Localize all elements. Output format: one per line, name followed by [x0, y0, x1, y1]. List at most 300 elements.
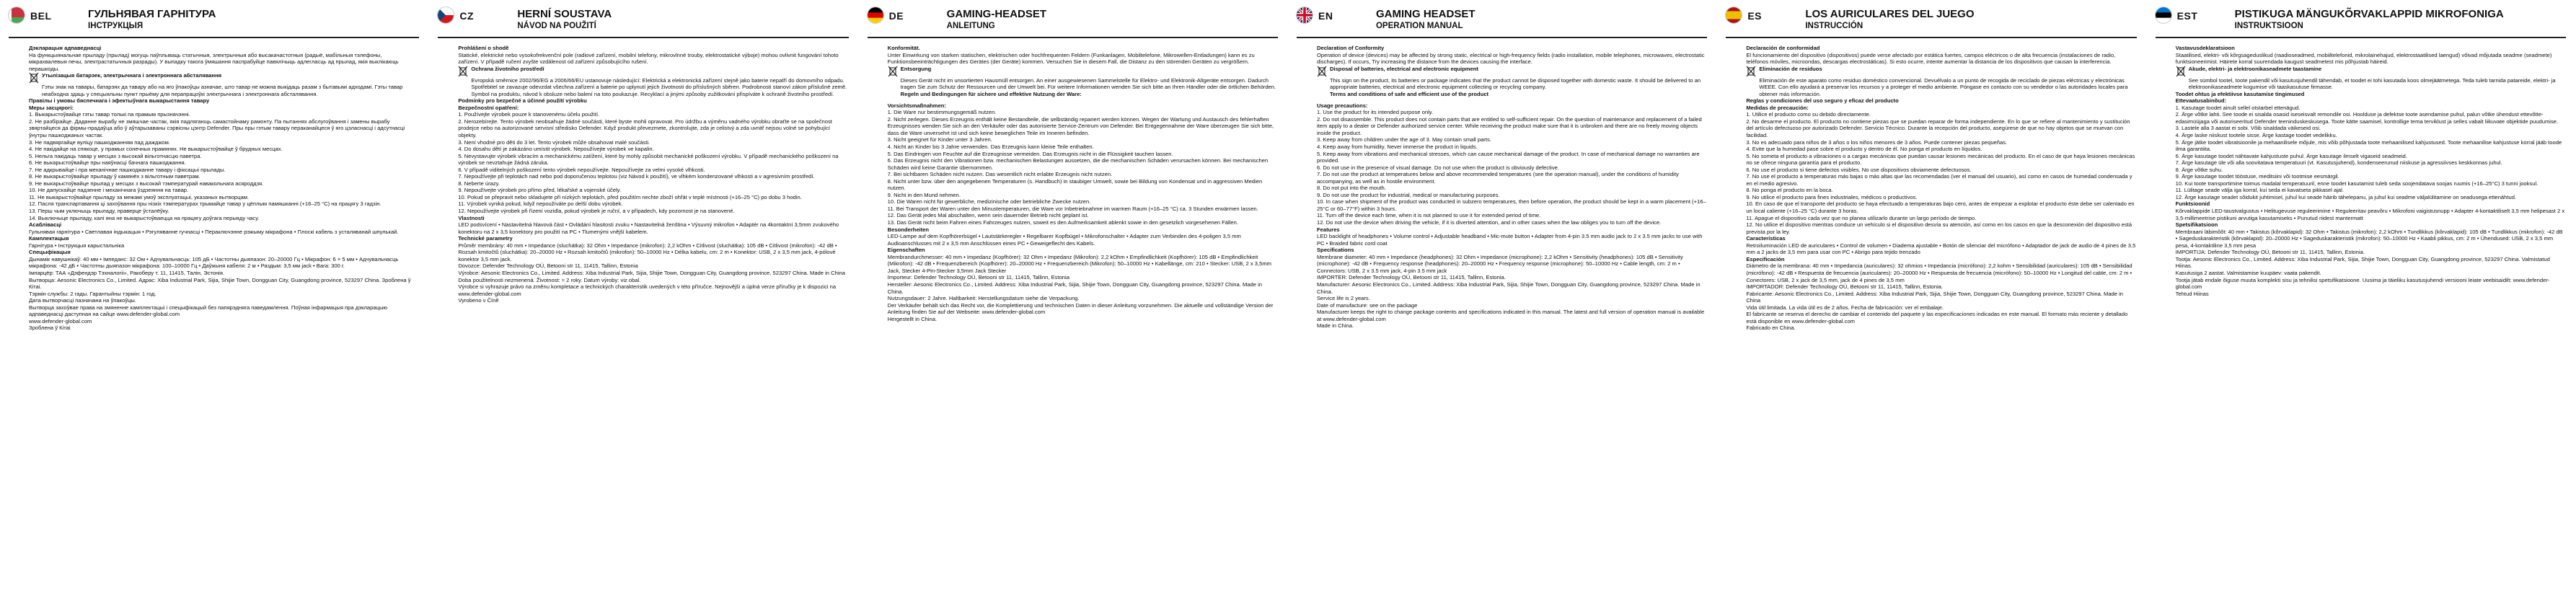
paragraph: 5. Keep away from vibrations and mechanical stresses, which can cause mechanical damage of the product. In case of mechanical damage no warranties are provided. [1316, 150, 1700, 164]
paragraph: Hersteller: Aesonic Electronics Co., Limited. Address: Xiba Industrial Park, Sijia, Shijie Town, Dongguan City, Guangdong province, 523297 China. Made in China. [887, 281, 1262, 295]
text-row [2176, 153, 2566, 160]
text-row [1746, 146, 2136, 153]
product-title: ГУЛЬНЯВАЯ ГАРНІТУРА [88, 8, 216, 20]
text-row [29, 187, 419, 194]
paragraph: 12. Nepoužívejte výrobek při řízení vozidla, pokud výrobek je ruční, a v případech, kdy pozornost je na stanovené. [458, 208, 735, 215]
paragraph: 10. En caso de que el transporte del producto se haya efectuado a temperaturas bajo cero, antes de empezar a explotar el producto éste debe ser calentado en un local caliente (+16–25 °C) durante 3 horas. [1746, 200, 2135, 215]
paragraph: 7. Do not use the product at temperatures below and above recommended temperatures (see the operation manual), under the conditions of humidity accompanying, as well as in hostile environment. [1316, 171, 1679, 185]
paragraph: 9. No utilice el producto para fines industriales, médicos o productivos. [1746, 193, 1918, 200]
text-row [2176, 208, 2566, 221]
section-heading: Características [1746, 235, 1786, 242]
paragraph: 10. Kui toote transportimine toimus madalal temperatuuril, enne toodet kasutamist tuleb seda soojendatava soojas ruumis (+16–25°C) 3 tunni jooksul. [2175, 180, 2538, 187]
manual-subtitle: INSTRUCCIÓN [1805, 22, 1863, 30]
paragraph: 6. Do not use in the presence of visual damage. Do not use when the product is obviously defective. [1316, 164, 1559, 171]
paragraph: 1. Kasutage toodet ainult sellel otstarbel ettenägud. [2175, 104, 2301, 111]
manual-subtitle: NÁVOD NA POUŽITÍ [517, 22, 596, 30]
text-row [458, 173, 848, 180]
paragraph: На функцыянальнае прыладу (прылад) могуць паўплываць статычныя, электрычныя або высакачастотныя (радыё, мабільныя тэлефоны, мікрахвалевыя печы, электрастатычныя разрады). У выпадку такога ўмяшання паспрабуйце павялічыць адлегласць ад прылад, якія выклікаюць перашкоды. [29, 51, 399, 72]
text-row [1746, 118, 2136, 139]
paragraph: 6. V případě viditelných poškození tento výrobek nepoužívejte. Nepoužívejte za velmi vysoké vlhkosti. [458, 166, 705, 173]
text-row [29, 324, 419, 332]
text-row [1317, 247, 1707, 254]
paragraph: Výrobce: Aesonic Electronics Co., Limited. Address: Xiba Industrial Park, Sijia, Shijie Town, Dongguan City, Guangdong province, 523297 China. Made in China [458, 269, 845, 276]
text-row [458, 242, 848, 263]
paragraph: 3. Nicht geeignet für Kinder unter 3 Jahren. [887, 136, 992, 143]
paragraph: 7. Ärge kasutage üle või alla soovitatava temperatuuri (vt. Kasutusjuhend), kondenseerunud niiskuse ja agressiivses keskkonnas juhul. [2175, 159, 2502, 167]
section-heading: Ochrana životního prostředí [471, 65, 544, 72]
text-row [458, 297, 848, 304]
paragraph: 3. No es adecuado para niños de 3 años o los niños menores de 3 años. Puede contener piezas pequeñas. [1746, 138, 2008, 146]
paragraph: Retroiluminación LED de auriculares • Control de volumen • Diadema ajustable • Botón de silenciar del micrófono • Adaptador de jack de audio de 4 pines de 3,5 mm a 2 jacks de 3,5 mm para usar con PC • Abrigo para tejido trenzado [1746, 242, 2136, 256]
text-row [2176, 91, 2566, 98]
text-row [29, 256, 419, 270]
section-heading: Vlastnosti [458, 214, 485, 221]
manual-subtitle: ІНСТРУКЦЫЯ [88, 22, 144, 30]
text-row [1317, 281, 1707, 295]
language-code: DE [888, 10, 904, 22]
paragraph: 5. Нельга пакідаць тавар у месцах з высокай вільготнасцю паветра. [29, 152, 202, 159]
disposal-notice [2176, 77, 2566, 91]
section-heading: Specifications [1316, 247, 1354, 254]
paragraph: 2. Ärge võtke lahti. See toode ei sisalda osasid iseseisvalt remondile osi. Hoolduse ja defektse toote asendamise puhul, palun võtke ühendust ettevõtte-edasimüüjaga või autoriseeritud Defender teeninduskeskusega. Toote kätte saamisel, kontrollige tema terviklust ja selles vabalt liikuvate objektide puudumise. [2175, 111, 2559, 125]
paragraph: 3. Není vhodné pro děti do 3 let. Tento výrobek může obsahovat malé součásti. [458, 138, 650, 146]
manual-text [2176, 45, 2566, 297]
text-row [1746, 242, 2136, 256]
text-row [2176, 167, 2566, 174]
paragraph: 2. No desarme el producto. El producto no contiene piezas que se puedan reparar de forma independiente. En lo que se refiere al mantenimiento y sustitución del artículo defectuoso por autorizado Defender. Servicio Técnico. Durante la recepción del producto, asegúrese de que no hay objetos que se muevan con facilidad. [1746, 118, 2130, 139]
language-code: CZ [459, 10, 474, 22]
paragraph: Hergestellt in China. [887, 315, 938, 322]
paragraph: This sign on the product, its batteries or package indicates that the product cannot be disposed together with domestic waste. It should be delivered to an appropriate batteries, electrical and electronic equipment collecting or recycling company. [1329, 76, 1701, 91]
text-row [888, 281, 1278, 295]
text-row [29, 180, 419, 187]
text-row [1746, 256, 2136, 263]
manual-subtitle: OPERATION MANUAL [1375, 22, 1463, 30]
text-row [1746, 45, 2136, 52]
header-divider [438, 37, 848, 38]
text-row [1746, 173, 2136, 187]
disposal-notice [1746, 66, 2136, 77]
paragraph: 3. Не падвяргайце вуліцу пашкоджанням пад дажджом. [29, 138, 170, 146]
text-row [458, 235, 848, 242]
section-heading: Features [1316, 226, 1340, 233]
text-row [888, 316, 1278, 323]
paragraph: 14. Выключыце прыладу, калі яна не выкарыстоўваецца на працягу доўгага перыяду часу. [29, 214, 260, 221]
paragraph: 8. No ponga el producto en la boca. [1746, 187, 1833, 194]
text-row [29, 52, 419, 73]
text-row [1317, 322, 1707, 330]
text-row [888, 102, 1278, 110]
text-row [458, 277, 848, 284]
disposal-notice [458, 66, 848, 77]
paragraph: Tootja: Aesonic Electronics Co., Limited. Address: Xiba Industrial Park, Sijia, Shijie Town, Dongguan City, Guangdong province, 523297 China. Valmistatud Hiinas. [2175, 255, 2550, 270]
paragraph: 1. Používejte výrobek pouze k stanovenému účelu použití. [458, 111, 600, 118]
section-heading: Меры засцярогі: [29, 104, 74, 111]
text-row [1746, 215, 2136, 222]
text-row [2176, 229, 2566, 249]
text-row [1746, 221, 2136, 235]
text-row [2176, 277, 2566, 291]
manual-text [29, 45, 419, 332]
paragraph: Doba použitelnosti nezmenená. Životnost: ≈ 2 roky. Datum výroby: viz obal. [458, 276, 641, 283]
paragraph: El funcionamiento del dispositivo (dispositivos) puede verse afectado por estática fuertes, campos eléctricos o de alta frecuencia (instalaciones de radio, teléfonos móviles, microondas, descargas electrostáticas). Si esto ocurre, intente aumentar la distancia de los dispositivos que causan la interferencia. [1746, 51, 2116, 66]
text-row [29, 229, 419, 236]
paragraph: 5. No someta el producto a vibraciones o a cargas mecánicas que puedan causar lesiones mecánicas del producto. En el caso de que haya lesiones mecánicas no se ofrece ninguna garantía para el producto. [1746, 152, 2135, 167]
paragraph: Průměr membrány: 40 mm • Impedance (sluchátka): 32 Ohm • Impedance (mikrofon): 2,2 kOhm • Citlivost (sluchátka): 105 dB • Citlivost (mikrofon): -42 dB • Rozsah kmitočtů (sluchátka): 20–20000 Hz • Rozsah kmitočtů (mikrofon): 50–10000 Hz • Délka kabelu, cm: 2 m • Konektor: USB, 2 x 3,5 mm jack, 4-pólové konektor 3,5 mm jack. [458, 242, 837, 262]
disposal-notice [1317, 66, 1707, 77]
section-heading: Vastavusdeklaratsioon [2175, 45, 2235, 51]
paragraph: www.defender-global.com [29, 317, 92, 324]
section-heading: Terms and conditions of safe and efficient use of the product [1329, 90, 1489, 97]
paragraph: 9. Не выкарыстоўвайце прылад у месцах з высокай тэмпературай навакольнага асяроддзя. [29, 180, 264, 187]
language-column-en [1288, 0, 1717, 605]
text-row [29, 159, 419, 167]
disposal-notice [1746, 77, 2136, 98]
text-row [1746, 235, 2136, 242]
text-row [29, 235, 419, 242]
text-row [888, 219, 1278, 226]
text-row [1746, 111, 2136, 118]
text-row [458, 146, 848, 153]
paragraph: 1. Use the product for its intended purpose only. [1316, 109, 1434, 116]
paragraph: Дата вытворчасці пазначана на ўпакоўцы. [29, 297, 136, 304]
section-heading: Vorsichtsmaßnahmen: [887, 102, 946, 109]
paragraph: Výrobce si vyhrazuje právo na změnu kompletace a technických charakteristik uvedených v této příručce. Nejnovější a úplná verze příručky je k dispozici na www.defender-global.com [458, 283, 837, 297]
text-row [458, 187, 848, 194]
paragraph: 11. Lülitage seade välja iga korral, kui seda ei kavatseta pikkasel ajal. [2175, 187, 2344, 194]
text-row [458, 153, 848, 167]
language-column-de [859, 0, 1288, 605]
text-row [1746, 105, 2136, 112]
text-row [29, 318, 419, 325]
text-row [1746, 291, 2136, 304]
column-header [458, 0, 848, 45]
paragraph: Імпарцёр: ТАА «Дэфендэр Тэхналогіі», Ракоберу т. 11, 11415, Талін, Эстонія. [29, 269, 225, 276]
text-row [2176, 45, 2566, 52]
text-row [888, 136, 1278, 143]
text-row [2176, 270, 2566, 277]
manual-text [1317, 45, 1707, 330]
paragraph: LED-Lampe auf dem Kopfhörerbügel • Lautstärkeregler • Regelbarer Kopfbügel • Mikrofonschalter • Adapter zum Verbinden des 4-poligen 3,5 mm Audioanschlusses mit 2 x 3,5 mm Anschlüssen eines PC • Geweigeflecht des Kabels. [887, 233, 1241, 247]
disposal-notice [888, 66, 1278, 77]
text-row [458, 262, 848, 270]
paragraph: 2. Не разбірайце. Даданне вырабу не змяшчае частак, якія падлягаюць самастойнаму рамонту. Па пытаннях абслугоўвання і замены вырабу звяртайцеся да фірмы-прадаўца або ў аўтарызаваны сэрвісны цэнтр Defender. Пры пры гэтым тавару пераканайцеся ў яго цэласнасці і адсутнасці ўнутры пашкоджаных частак. [29, 118, 405, 139]
section-heading: Утылізацыя батарэек, электрычнага і электроннага абсталявання [42, 72, 222, 79]
text-row [29, 215, 419, 222]
crossed-bin-icon [29, 72, 39, 84]
title-block [88, 8, 216, 31]
paragraph: Membraani läbimõõt: 40 mm • Takistus (kõrvaklapid): 32 Ohm • Takistus (mikrofon): 2,2 kOhm • Tundlikkus (kõrvaklapid): 105 dB • Tundlikkus (mikrofon): -42 dB • Sageduskarakteristik (kõrvaklapid): 20–20000 Hz • Sageduskarakteristik (mikrofon): 50–10000 Hz • Kaabli pikkus, cm: 2 m • Ühendused: USB, 2 x 3,5 mm pesa, 4-kontaktiline 3,5 mm pesa [2175, 228, 2563, 249]
manual-text [888, 45, 1278, 322]
paragraph: Statické, elektrické nebo vysokofrekvenční pole (radiové zařízení, mobilní telefony, mikrovlnné trouby, elektrostatické výboje) mohou ovlivnit fungování tohoto zařízení. V případě ručení zvyšte vzdálenost od zařízení způsobujícího rušení. [458, 51, 839, 66]
paragraph: 3. Lastele alla 3 aastat ei sobi. Võib sisaldada väikeseid osi. [2175, 125, 2321, 132]
text-row [1317, 171, 1707, 185]
paragraph: 11. Bei Transport der Waren unter den Minustemperaturen, die Ware vor Inbetriebnahme im warmen Raum (+16–25 °C) ca. 3 Stunden erwärmen lassen. [887, 205, 1258, 212]
section-heading: Declaración de conformidad [1746, 45, 1820, 51]
paragraph: 3. Keep away from children under the age of 3. May contain small parts. [1316, 136, 1491, 143]
paragraph: 8. Nicht unter bzw. über den angegebenen Temperaturen (s. Handbuch) in staubiger Umwelt, sowie bei Bildung von Kondensat und in aggressiven Medien nutzen. [887, 177, 1263, 192]
text-row [29, 118, 419, 139]
text-row [888, 143, 1278, 151]
paragraph: Гульнявая гарнітура • Светлавая індыкацыя • Рэгуляванне гучнасці • Пераключэнне рэжыму мікрафона • Плоскі кабель з усталяванай шпулькай. [29, 228, 399, 235]
text-row [458, 139, 848, 146]
text-row [888, 274, 1278, 281]
text-row [29, 249, 419, 256]
text-row [1317, 219, 1707, 226]
section-heading: Правілы і умовы бяспечнага і эфектыўнага выкарыстання тавару [29, 97, 210, 105]
text-row [888, 226, 1278, 234]
paragraph: Eliminación de este aparato como residuo doméstico convencional. Devuélvalo a un punto de recogida de reciclado de piezas eléctricas y electrónicas WEEE. Con ello ayudará a preservar los recursos y a proteger el medio ambiente. Póngase en contacto con su vendedor o las autoridades locales para obtener más información. [1759, 76, 2128, 97]
section-heading: Funktsioonid [2175, 200, 2210, 208]
paragraph: Der Verkäufer behält sich das Recht vor, die Komplettierung und technischen Daten in dieser Anleitung vorzunehmen. Die aktuelle und vollständige Version der Anleitung finden Sie auf der Webseite: www.defender-global.com [887, 301, 1274, 316]
language-code: EST [2176, 10, 2198, 22]
paragraph: Dieses Gerät nicht im unsortierten Hausmüll entsorgen. An einer ausgewiesenen Sammelstelle für Elektro- und Elektronik-Altgeräte entsorgen. Dadurch tragen Sie zum Schutz der Ressourcen und der Umwelt bei. Für weitere Informationen wenden Sie sich bitte an Ihren Händler oder die örtlichen Behörden. [900, 76, 1276, 91]
paragraph: 9. Do not use the product for industrial, medical or manufacturing purposes. [1316, 191, 1500, 198]
paragraph: Made in China. [1316, 322, 1354, 330]
text-row [2176, 97, 2566, 105]
text-row [1317, 185, 1707, 192]
paragraph: Гэты знак на тавары, батарэях да тавару або на яго ўпакоўцы азначае, што тавар не можна выкідаць разам з бытавымі адходамі. Гэты тавар неабходна здаць у спецыяльны пункт прыёму для перапрацоўкі электрычнага і электроннага абсталявання. [42, 84, 403, 97]
section-heading: Besonderheiten [887, 226, 930, 233]
paragraph: 12. Do not use the device when driving the vehicle, if it is diverted attention, and in other cases when the law obliges you to turn off the device. [1316, 219, 1662, 226]
text-row [458, 194, 848, 201]
paragraph: Manufacturer: Aesonic Electronics Co., Limited. Address: Xiba Industrial Park, Sijia, Shijie Town, Dongguan City, Guangdong province, 523297 China. Made in China. [1316, 281, 1701, 295]
paragraph: 2. Nerozebírejte. Tento výrobek neobsahuje žádné součásti, které byste mohli opravovat. Pro údržbu a výměnu vadného výrobku obraťte se na společnost prodejce nebo na autorizované servisní středisko Defender. Když produkt převezmete, zkontrolujte, zda je celistvý a zda uvnitř nejsou volné se pohybující objekty. [458, 118, 832, 139]
paragraph: Тэрмін службы: 2 гады. Гарантыйны тэрмін: 1 год. [29, 290, 156, 297]
text-row [1317, 164, 1707, 172]
text-row [29, 146, 419, 153]
disposal-notice [888, 77, 1278, 91]
paragraph: 6. Не выкарыстоўвайце пры наяўнасці бачнага пашкоджання. [29, 159, 186, 167]
section-heading: Medidas de precaución: [1746, 104, 1809, 111]
paragraph: 7. Bei sichtbaren Schäden nicht nutzen. Das wesentlich nicht erlabte Erzeugnis nicht nutzen. [887, 171, 1113, 178]
text-row [1317, 254, 1707, 275]
text-row [888, 116, 1278, 137]
text-row [888, 45, 1278, 52]
paragraph: 11. Apague el dispositivo cada vez que no planea utilizarlo durante un largo período de tiempo. [1746, 214, 1977, 221]
text-row [1317, 295, 1707, 302]
paragraph: 1. Выкарыстоўвайце гэты тавар толькі па прамым прызначэнні. [29, 111, 190, 118]
text-row [29, 167, 419, 174]
text-row [29, 242, 419, 249]
section-heading: Regeln und Bedingungen für sichere und effektive Nutzung der Ware: [900, 90, 1082, 97]
text-row [29, 200, 419, 208]
product-title: HERNÍ SOUSTAVA [517, 8, 612, 20]
paragraph: Importeur: Defender Technology OÜ, Betooni str 11, 11415, Tallinn, Estonia [887, 274, 1069, 281]
text-row [1317, 309, 1707, 322]
title-block [2235, 8, 2504, 31]
text-row [2176, 52, 2566, 66]
paragraph: 13. Перш чым уключыць прыладу, праверце ўсталёўку. [29, 208, 169, 215]
paragraph: 11. Výrobek vyniká pokud, když nepoužíváte po delší dobu výrobek. [458, 200, 623, 208]
product-title: GAMING-HEADSET [946, 8, 1046, 20]
paragraph: 12. Das Gerät jedes Mal abschalten, wenn sein dauernder Betrieb nicht geplant ist. [887, 212, 1089, 219]
paragraph: Kõrvaklappide LED-taustvalgustus • Helitugevuse reguleerimine • Reguleeritav peavõru • Mikrofoni vaigistusnupp • Adapter 4-kontaktiliselt 3,5 mm helipesast 2 x 3,5-millimeetrise pistikuni arvutiga kasutamiseks • Punutud riidest mantermatt [2175, 208, 2565, 221]
paragraph: Date of manufacture: see on the package [1316, 301, 1418, 309]
disposal-notice [29, 72, 419, 84]
paragraph: Kasutusiga 2 aastat. Valmistamise kuupäev: vaata pakendit. [2175, 269, 2321, 276]
text-row [29, 45, 419, 52]
text-row [29, 291, 419, 298]
text-row [1317, 198, 1707, 212]
paragraph: Вытворца: Aesonic Electronics Co., Limited. Адрас: Xiba Industrial Park, Sijia, Shijie Town, Dongguan City, Guangdong province, 523297 China. Зроблена ў Кітаі. [29, 276, 411, 291]
language-code: BEL [30, 10, 52, 22]
section-heading: Асаблівасці [29, 221, 62, 229]
text-row [888, 198, 1278, 206]
text-row [29, 111, 419, 118]
text-row [2176, 180, 2566, 187]
manual-subtitle: INSTRUKTSIOON [2234, 22, 2303, 30]
paragraph: Dovozce: Defender Technology OÜ, Betooni str 11, 11415, Tallinn, Estonia [458, 262, 638, 270]
text-row [2176, 132, 2566, 139]
paragraph: Вытворца захоўвае права на змяненне камплектацыі і спецыфікацый без папярэдняга паведамлення. Поўная інфармацыя пра дэкларацыю адпаведнасці даступная на сайце www.defender-global.com [29, 304, 388, 318]
title-block [1805, 8, 1974, 31]
section-heading: Entsorgung [900, 65, 932, 72]
text-row [1746, 283, 2136, 291]
text-row [29, 173, 419, 180]
text-row [458, 45, 848, 52]
language-column-es [1717, 0, 2146, 605]
text-row [1746, 97, 2136, 105]
paragraph: 4. Evite que la humedad pase sobre el producto y dentro de él. No ponga el producto en líquidos. [1746, 146, 1982, 153]
paragraph: El fabricante se reserva el derecho de cambiar el contenido del paquete y las especificaciones indicadas en este manual. El formato más reciente y detallado está disponible en www.defender-global.com [1746, 311, 2128, 324]
text-row [888, 233, 1278, 247]
paragraph: IMPORTIJA: Defender Technology OÜ, Betooni str 11, 11415, Tallinn, Estonia. [2175, 249, 2365, 256]
crossed-bin-icon [458, 66, 468, 77]
text-row [458, 180, 848, 187]
text-row [2176, 187, 2566, 194]
paragraph: 7. Nepoužívejte při teplotách nad nebo pod doporučenou teplotou (viz Návod k použití), ve vlhkém kondenzované vlhkosti a v agresivním prostředí. [458, 173, 815, 180]
paragraph: 4. Ärge laske niiskust tootele sisse. Ärge kastage toodet vedelikku. [2175, 132, 2337, 139]
paragraph: Staatilised, elektri- või kõrgsageduslikud (raadioseadmed, mobiiltelefonid, mikrolainehajud, elektrostaatilised laengud) võivad mõjutada seadme (seadmete) funktsioneerimist. Häirete korral suurendada kaugust seadmetest mis põhjustab häireid. [2175, 51, 2552, 66]
text-row [888, 178, 1278, 192]
section-heading: Akude, elektri- ja elektroonikaseadmete taastamine [2188, 65, 2322, 72]
paragraph: Service life is 2 years. [1316, 295, 1370, 302]
paragraph: Operation of device (devices) may be affected by strong static, electrical or high-frequency fields (radio installation, mobile telephones, microwaves, electrostatic discharges). If occurs, Try increasing the distance from the devices causing the interface. [1316, 51, 1705, 66]
crossed-bin-icon [2176, 66, 2186, 77]
section-heading: Prohlášení o shodě [458, 45, 509, 51]
text-row [29, 208, 419, 215]
text-row [1746, 153, 2136, 167]
text-row [29, 270, 419, 277]
paragraph: 6. No use el producto si tiene defectos visibles. No use dispositivos obviamente defectuosos. [1746, 166, 1972, 173]
paragraph: 5. Ärge jätke toodet vibratsioonile ja mehaanilisele mõjule, mis võib põhjustada toote mehaanilised kahjustused. Toote mehaanilise kahjustuse korral jääb toode ilma garantiita. [2175, 138, 2562, 153]
text-row [888, 171, 1278, 178]
paragraph: 9. Ärge kasutage toodet tööstuse, meditsiini või tootmise eesmärgil. [2175, 173, 2339, 180]
paragraph: Дынамік навушнікаў: 40 мм • Імпеданс: 32 Ом • Адчувальнасць: 105 дБ • Частотны дыяпазон: 20–20000 Гц • Мікрафон: 6 × 5 мм • Адчувальнасць мікрафона: -42 дБ • Частотны дыяпазон мікрафона: 100–10000 Гц • Даўжыня кабеля: 2 м • Раздым: 3,5 мм jack • Вага: 300 г. [29, 255, 399, 270]
text-row [1746, 167, 2136, 174]
text-row [888, 192, 1278, 199]
paragraph: 8. Не выкарыстоўвайце прыладу ў камянёх з вільготным паветрам. [29, 173, 200, 180]
column-header [888, 0, 1278, 45]
flag-icon [1297, 7, 1313, 23]
text-row [458, 270, 848, 277]
text-row [29, 277, 419, 291]
section-heading: Reglas y condiciones del uso seguro y eficaz del producto [1746, 97, 1899, 105]
manual-text [458, 45, 848, 304]
text-row [2176, 173, 2566, 180]
paragraph: Evropská směrnice 2002/96/EG a 2006/66/EU ustanovuje následující: Elektrická a elektronická zařízení stejně jako baterie nepatří do domovního odpadu. Spotřebitel se zavazuje odevzdat všechna zařízení a baterie po uplynutí jejich životnosti do příslušných sběren. Podrobnosti stanoví zákon příslušné země. Symbol na produktu, návod k obsluze nebo balení na toto poukazuje. Recyklací a jinými způsoby zužitkování přispíváte k ochraně životního prostředí. [471, 76, 847, 97]
section-heading: Bezpečnostní opatření: [458, 104, 519, 111]
text-row [458, 105, 848, 112]
disposal-notice [888, 91, 1278, 102]
paragraph: Vyrobeno v Číně [458, 297, 499, 304]
flag-icon [868, 7, 883, 23]
section-heading: Podmínky pro bezpečné a účinné použití výrobku [458, 97, 587, 105]
text-row [888, 302, 1278, 316]
text-row [2176, 249, 2566, 256]
language-column-est [2147, 0, 2576, 605]
paragraph: 10. Не дапускайце падзенне і механічнага ўздзеяння на тавар. [29, 187, 189, 194]
text-row [1317, 109, 1707, 116]
paragraph: 12. No utilice el dispositivo mientras conduce un vehículo si el dispositivo desvía su atención, así como en los casos en que la desconexión del dispositivo está prevista por la ley. [1746, 221, 2132, 235]
paragraph: 9. Nepoužívejte výrobek pro přímo před, lékařské a vojenské účely. [458, 187, 622, 194]
text-row [2176, 125, 2566, 132]
text-row [1746, 304, 2136, 312]
section-heading: Disposal of batteries, electrical and electronic equipment [1329, 65, 1478, 72]
paragraph: Fabricante: Aesonic Electronics Co., Limited. Address: Xiba Industrial Park, Sijia, Shijie Town, Dongguan City, Guangdong province, 523297 China. Made in China [1746, 290, 2124, 304]
paragraph: 6. Das Erzeugnis nicht den Vibrationen bzw. mechanischen Belastungen aussetzen, die die mechanischen Schäden verursachen können. Bei mechanischen Schäden wird keine Garantie übernommen. [887, 157, 1269, 171]
crossed-bin-icon [888, 66, 898, 77]
text-row [458, 111, 848, 118]
section-heading: Declaration of Conformity [1316, 45, 1385, 51]
paragraph: IMPORTADOR: Defender Technology OÜ, Betooni str 11, 11415, Tallinn, Estonia. [1746, 283, 1943, 291]
language-code: EN [1318, 10, 1333, 22]
paragraph: 4. Do dosahu dětí je zakázáno umístit výrobek. Nepoužívejte výrobek ve kapalin. [458, 146, 654, 153]
text-row [888, 295, 1278, 302]
paragraph: 5. Nevystavujte výrobek vibracím a mechanickému zatížení, které by mohly způsobit mechanické poškození výrobku. V případě mechanického poškození na výrobek se nevztahuje žádná záruka. [458, 152, 839, 167]
paragraph: 8. Do not put into the mouth. [1316, 185, 1386, 192]
text-row [2176, 105, 2566, 112]
paragraph: 4. Nicht an Kinder bis 3 Jahre verwenden. Das Erzeugnis kann kleine Teile enthalten. [887, 143, 1094, 151]
product-title: PISTIKUGA MÄNGUKÕRVAKLAPPID MIKROFONIGA [2234, 8, 2504, 20]
text-row [1317, 102, 1707, 110]
text-row [1317, 151, 1707, 164]
language-column-cz [429, 0, 858, 605]
flag-icon [9, 7, 25, 23]
paragraph: See sümbol tootel, toote pakendil või kasutusjuhendil tähendab, et toodet ei tohi kasutada koos olmejäätmetega. Teda tuleb tarnida patareide, elektri- ja elektroonikaseadmete kogumise või taaskasutuse firmasse. [2188, 76, 2556, 91]
paragraph: Unter Einwirkung von starken statischen, elektrischen oder hochfrequenten Feldern (Funkanlagen, Mobiltelefone, Mikrowellen-Entladungen) kann es zu Funktionsbeeinträchtigungen des Gerätes (der Geräte) kommen. Versuchen Sie in diesem Fall, die Distanz zu den störenden Geräten zu vergrößern. [887, 51, 1255, 66]
language-column-bel [0, 0, 429, 605]
section-heading: Usage precautions: [1316, 102, 1368, 109]
text-row [888, 109, 1278, 116]
text-row [1746, 262, 2136, 283]
disposal-notice [1317, 77, 1707, 91]
crossed-bin-icon [1317, 66, 1327, 77]
text-row [2176, 111, 2566, 125]
text-row [458, 208, 848, 215]
flag-icon [2156, 7, 2171, 23]
product-title: GAMING HEADSET [1375, 8, 1476, 20]
text-row [1317, 226, 1707, 234]
text-row [1746, 324, 2136, 332]
text-row [29, 153, 419, 160]
text-row [1317, 233, 1707, 247]
text-row [888, 212, 1278, 219]
paragraph: Гарнітура • Інструкцыя карыстальніка [29, 242, 125, 249]
text-row [2176, 256, 2566, 270]
text-row [888, 52, 1278, 66]
text-row [1746, 200, 2136, 214]
text-row [888, 151, 1278, 158]
header-divider [9, 37, 419, 38]
title-block [517, 8, 612, 31]
text-row [1317, 274, 1707, 281]
title-block [1376, 8, 1476, 31]
manual-subtitle: ANLEITUNG [946, 22, 995, 30]
column-header [1317, 0, 1707, 45]
paragraph: 4. Не пакідайце на спякоце, у прамых сонечных прамянях. Не выкарыстоўвайце ў брудных месцах. [29, 146, 283, 153]
